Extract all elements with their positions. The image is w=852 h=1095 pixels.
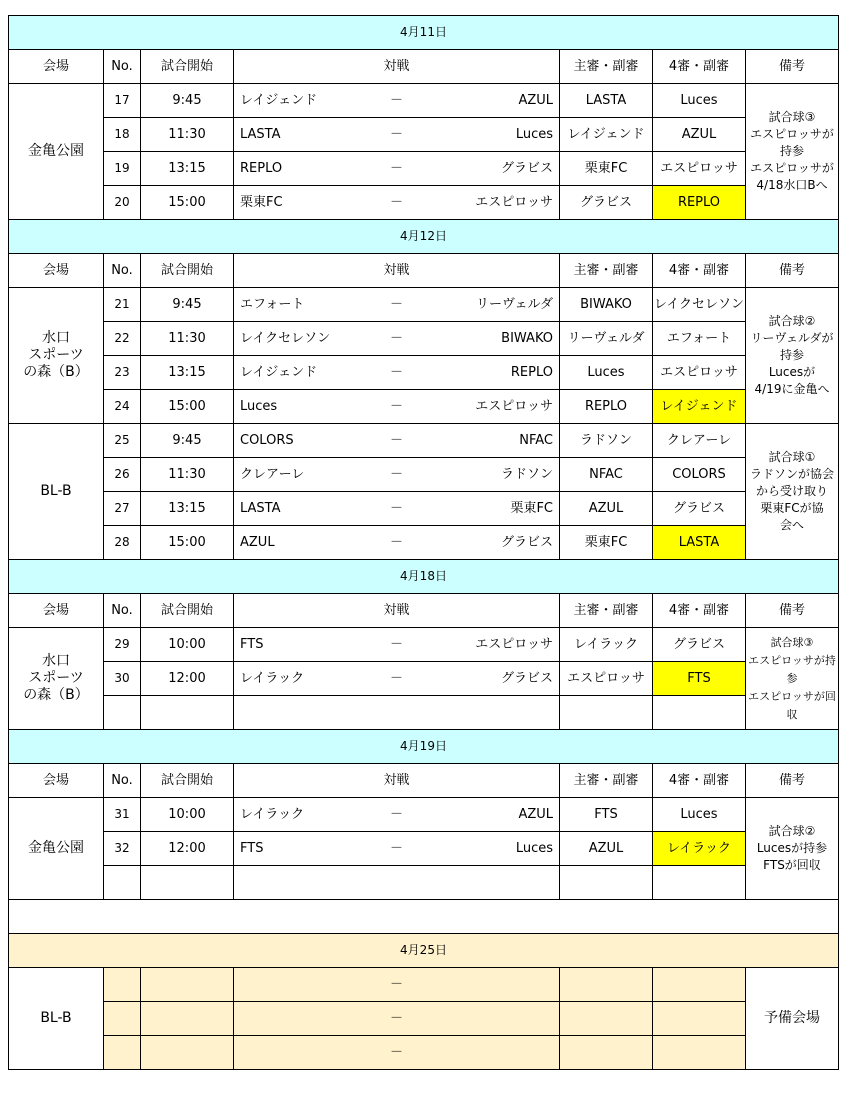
match-cell bbox=[234, 390, 560, 424]
header-no: No. bbox=[104, 50, 141, 84]
referee-cell: REPLO bbox=[560, 390, 653, 424]
empty-cell bbox=[560, 866, 653, 900]
home-team: 栗東FC bbox=[240, 194, 283, 210]
table-row bbox=[9, 458, 839, 492]
referee-cell: BIWAKO bbox=[560, 288, 653, 322]
venue-cell: 金亀公園 bbox=[9, 798, 104, 900]
away-team: NFAC bbox=[519, 432, 553, 448]
remarks-cell: 試合球② リーヴェルダが 持参 Lucesが 4/19に金亀へ bbox=[746, 288, 839, 424]
table-row-empty bbox=[9, 866, 839, 900]
match-cell bbox=[234, 1036, 560, 1070]
vs-dash: － bbox=[389, 160, 403, 176]
empty-cell bbox=[141, 866, 234, 900]
vs-dash: － bbox=[389, 466, 403, 482]
match-no: 30 bbox=[104, 662, 141, 696]
table-row bbox=[9, 832, 839, 866]
vs-dash: － bbox=[389, 296, 403, 312]
away-team: グラビス bbox=[500, 160, 553, 176]
away-team: グラビス bbox=[500, 534, 553, 550]
empty-cell bbox=[104, 968, 141, 1002]
empty-cell bbox=[141, 1036, 234, 1070]
date-header: 4月11日 bbox=[9, 16, 839, 50]
table-row bbox=[9, 1002, 839, 1036]
start-time: 9:45 bbox=[141, 288, 234, 322]
away-team: AZUL bbox=[518, 92, 553, 108]
empty-cell bbox=[234, 866, 560, 900]
date-header: 4月25日 bbox=[9, 934, 839, 968]
venue-cell: 金亀公園 bbox=[9, 84, 104, 220]
match-cell bbox=[234, 84, 560, 118]
empty-cell bbox=[560, 1036, 653, 1070]
header-remarks: 備考 bbox=[746, 50, 839, 84]
spacer-cell bbox=[9, 900, 839, 934]
vs-dash: － bbox=[389, 330, 403, 346]
match-cell bbox=[234, 356, 560, 390]
venue-cell: 水口 スポーツ の森（B） bbox=[9, 628, 104, 730]
match-no: 21 bbox=[104, 288, 141, 322]
fourth-official-cell-highlighted: レイラック bbox=[653, 832, 746, 866]
match-cell bbox=[234, 662, 560, 696]
empty-cell bbox=[653, 696, 746, 730]
empty-cell bbox=[560, 1002, 653, 1036]
referee-cell: AZUL bbox=[560, 492, 653, 526]
match-no: 24 bbox=[104, 390, 141, 424]
table-row bbox=[9, 798, 839, 832]
vs-dash: － bbox=[389, 840, 403, 856]
empty-cell bbox=[653, 1002, 746, 1036]
header-start: 試合開始 bbox=[141, 254, 234, 288]
vs-dash: － bbox=[389, 670, 403, 686]
fourth-official-cell: Luces bbox=[653, 798, 746, 832]
match-cell bbox=[234, 492, 560, 526]
start-time: 11:30 bbox=[141, 458, 234, 492]
empty-cell bbox=[104, 866, 141, 900]
match-cell bbox=[234, 186, 560, 220]
table-row bbox=[9, 390, 839, 424]
table-row bbox=[9, 424, 839, 458]
match-cell bbox=[234, 118, 560, 152]
fourth-official-cell-highlighted: レイジェンド bbox=[653, 390, 746, 424]
start-time: 10:00 bbox=[141, 798, 234, 832]
header-match: 対戦 bbox=[234, 50, 560, 84]
start-time: 11:30 bbox=[141, 118, 234, 152]
header-venue: 会場 bbox=[9, 254, 104, 288]
referee-cell: レイジェンド bbox=[560, 118, 653, 152]
referee-cell: NFAC bbox=[560, 458, 653, 492]
column-header-row bbox=[9, 764, 839, 798]
home-team: レイラック bbox=[240, 806, 305, 822]
start-time: 9:45 bbox=[141, 424, 234, 458]
match-no: 29 bbox=[104, 628, 141, 662]
match-cell bbox=[234, 628, 560, 662]
match-cell bbox=[234, 968, 560, 1002]
match-no: 27 bbox=[104, 492, 141, 526]
vs-dash: － bbox=[389, 534, 403, 550]
away-team: グラビス bbox=[500, 670, 553, 686]
referee-cell: リーヴェルダ bbox=[560, 322, 653, 356]
fourth-official-cell: エフォート bbox=[653, 322, 746, 356]
away-team: Luces bbox=[515, 126, 553, 142]
start-time: 13:15 bbox=[141, 492, 234, 526]
empty-cell bbox=[141, 696, 234, 730]
empty-cell bbox=[141, 968, 234, 1002]
header-start: 試合開始 bbox=[141, 764, 234, 798]
date-header: 4月19日 bbox=[9, 730, 839, 764]
vs-dash: － bbox=[389, 398, 403, 414]
match-no: 20 bbox=[104, 186, 141, 220]
start-time: 12:00 bbox=[141, 662, 234, 696]
empty-cell bbox=[653, 866, 746, 900]
match-no: 22 bbox=[104, 322, 141, 356]
start-time: 15:00 bbox=[141, 186, 234, 220]
home-team: AZUL bbox=[240, 534, 275, 550]
fourth-official-cell: エスピロッサ bbox=[653, 152, 746, 186]
header-remarks: 備考 bbox=[746, 764, 839, 798]
match-cell bbox=[234, 526, 560, 560]
table-row bbox=[9, 84, 839, 118]
vs-dash: － bbox=[389, 194, 403, 210]
referee-cell: グラビス bbox=[560, 186, 653, 220]
empty-cell bbox=[653, 968, 746, 1002]
header-match: 対戦 bbox=[234, 764, 560, 798]
header-remarks: 備考 bbox=[746, 254, 839, 288]
start-time: 15:00 bbox=[141, 390, 234, 424]
fourth-official-cell: グラビス bbox=[653, 492, 746, 526]
empty-cell bbox=[104, 696, 141, 730]
empty-cell bbox=[560, 696, 653, 730]
remarks-cell: 試合球② Lucesが持参 FTSが回収 bbox=[746, 798, 839, 900]
referee-cell: Luces bbox=[560, 356, 653, 390]
table-row bbox=[9, 628, 839, 662]
header-fourth-official: 4審・副審 bbox=[653, 50, 746, 84]
vs-dash: － bbox=[389, 364, 403, 380]
empty-cell bbox=[653, 1036, 746, 1070]
header-venue: 会場 bbox=[9, 50, 104, 84]
away-team: 栗東FC bbox=[510, 500, 553, 516]
match-no: 25 bbox=[104, 424, 141, 458]
referee-cell: レイラック bbox=[560, 628, 653, 662]
start-time: 13:15 bbox=[141, 152, 234, 186]
column-header-row bbox=[9, 594, 839, 628]
match-no: 32 bbox=[104, 832, 141, 866]
empty-cell bbox=[234, 696, 560, 730]
header-match: 対戦 bbox=[234, 254, 560, 288]
away-team: BIWAKO bbox=[501, 330, 553, 346]
table-row-empty bbox=[9, 696, 839, 730]
venue-cell: BL-B bbox=[9, 424, 104, 560]
home-team: LASTA bbox=[240, 500, 281, 516]
referee-cell: LASTA bbox=[560, 84, 653, 118]
home-team: レイラック bbox=[240, 670, 305, 686]
match-cell bbox=[234, 424, 560, 458]
header-referee: 主審・副審 bbox=[560, 764, 653, 798]
vs-dash: － bbox=[389, 500, 403, 516]
table-row bbox=[9, 492, 839, 526]
header-fourth-official: 4審・副審 bbox=[653, 594, 746, 628]
fourth-official-cell: AZUL bbox=[653, 118, 746, 152]
fourth-official-cell: Luces bbox=[653, 84, 746, 118]
home-team: LASTA bbox=[240, 126, 281, 142]
match-no: 23 bbox=[104, 356, 141, 390]
venue-cell: BL-B bbox=[9, 968, 104, 1070]
vs-dash: － bbox=[389, 92, 403, 108]
table-row bbox=[9, 526, 839, 560]
referee-cell: ラドソン bbox=[560, 424, 653, 458]
away-team: AZUL bbox=[518, 806, 553, 822]
header-remarks: 備考 bbox=[746, 594, 839, 628]
schedule-table bbox=[8, 15, 839, 1070]
referee-cell: FTS bbox=[560, 798, 653, 832]
header-no: No. bbox=[104, 594, 141, 628]
fourth-official-cell: クレアーレ bbox=[653, 424, 746, 458]
empty-cell bbox=[104, 1036, 141, 1070]
start-time: 12:00 bbox=[141, 832, 234, 866]
home-team: REPLO bbox=[240, 160, 283, 176]
match-no: 18 bbox=[104, 118, 141, 152]
match-no: 31 bbox=[104, 798, 141, 832]
remarks-cell: 試合球③ エスピロッサが持 参 エスピロッサが回 収 bbox=[746, 628, 839, 730]
away-team: エスピロッサ bbox=[475, 636, 553, 652]
fourth-official-cell: COLORS bbox=[653, 458, 746, 492]
home-team: レイジェンド bbox=[240, 364, 318, 380]
remarks-cell: 試合球③ エスピロッサが 持参 エスピロッサが 4/18水口Bへ bbox=[746, 84, 839, 220]
home-team: エフォート bbox=[240, 296, 305, 312]
fourth-official-cell-highlighted: LASTA bbox=[653, 526, 746, 560]
venue-cell: 水口 スポーツ の森（B） bbox=[9, 288, 104, 424]
start-time: 9:45 bbox=[141, 84, 234, 118]
table-row bbox=[9, 152, 839, 186]
fourth-official-cell: グラビス bbox=[653, 628, 746, 662]
header-referee: 主審・副審 bbox=[560, 50, 653, 84]
fourth-official-cell-highlighted: REPLO bbox=[653, 186, 746, 220]
match-no: 28 bbox=[104, 526, 141, 560]
home-team: レイジェンド bbox=[240, 92, 318, 108]
away-team: ラドソン bbox=[500, 466, 553, 482]
vs-dash: － bbox=[389, 1010, 403, 1026]
away-team: リーヴェルダ bbox=[476, 296, 553, 312]
header-no: No. bbox=[104, 764, 141, 798]
header-match: 対戦 bbox=[234, 594, 560, 628]
spacer-row bbox=[9, 900, 839, 934]
home-team: Luces bbox=[240, 398, 278, 414]
empty-cell bbox=[104, 1002, 141, 1036]
home-team: レイクセレソン bbox=[240, 330, 331, 346]
away-team: エスピロッサ bbox=[475, 194, 553, 210]
vs-dash: － bbox=[389, 806, 403, 822]
header-fourth-official: 4審・副審 bbox=[653, 764, 746, 798]
vs-dash: － bbox=[389, 976, 403, 992]
referee-cell: 栗東FC bbox=[560, 526, 653, 560]
fourth-official-cell: レイクセレソン bbox=[653, 288, 746, 322]
fourth-official-cell: エスピロッサ bbox=[653, 356, 746, 390]
table-row bbox=[9, 1036, 839, 1070]
table-row bbox=[9, 186, 839, 220]
header-venue: 会場 bbox=[9, 764, 104, 798]
vs-dash: － bbox=[389, 432, 403, 448]
vs-dash: － bbox=[389, 636, 403, 652]
header-fourth-official: 4審・副審 bbox=[653, 254, 746, 288]
referee-cell: AZUL bbox=[560, 832, 653, 866]
table-row bbox=[9, 356, 839, 390]
fourth-official-cell-highlighted: FTS bbox=[653, 662, 746, 696]
date-header: 4月12日 bbox=[9, 220, 839, 254]
table-row bbox=[9, 322, 839, 356]
match-no: 19 bbox=[104, 152, 141, 186]
header-no: No. bbox=[104, 254, 141, 288]
remarks-cell: 予備会場 bbox=[746, 968, 839, 1070]
match-cell bbox=[234, 288, 560, 322]
match-cell bbox=[234, 1002, 560, 1036]
home-team: COLORS bbox=[240, 432, 294, 448]
empty-cell bbox=[141, 1002, 234, 1036]
match-cell bbox=[234, 832, 560, 866]
remarks-cell: 試合球① ラドソンが協会 から受け取り 栗東FCが協 会へ bbox=[746, 424, 839, 560]
vs-dash: － bbox=[389, 126, 403, 142]
home-team: FTS bbox=[240, 840, 264, 856]
date-header: 4月18日 bbox=[9, 560, 839, 594]
away-team: Luces bbox=[515, 840, 553, 856]
match-cell bbox=[234, 322, 560, 356]
header-start: 試合開始 bbox=[141, 594, 234, 628]
header-venue: 会場 bbox=[9, 594, 104, 628]
match-cell bbox=[234, 798, 560, 832]
header-referee: 主審・副審 bbox=[560, 594, 653, 628]
table-row bbox=[9, 968, 839, 1002]
away-team: REPLO bbox=[510, 364, 553, 380]
header-referee: 主審・副審 bbox=[560, 254, 653, 288]
referee-cell: エスピロッサ bbox=[560, 662, 653, 696]
match-no: 26 bbox=[104, 458, 141, 492]
column-header-row bbox=[9, 254, 839, 288]
referee-cell: 栗東FC bbox=[560, 152, 653, 186]
home-team: FTS bbox=[240, 636, 264, 652]
header-start: 試合開始 bbox=[141, 50, 234, 84]
vs-dash: － bbox=[389, 1044, 403, 1060]
start-time: 13:15 bbox=[141, 356, 234, 390]
start-time: 10:00 bbox=[141, 628, 234, 662]
match-cell bbox=[234, 152, 560, 186]
empty-cell bbox=[560, 968, 653, 1002]
column-header-row bbox=[9, 50, 839, 84]
match-no: 17 bbox=[104, 84, 141, 118]
away-team: エスピロッサ bbox=[475, 398, 553, 414]
table-row bbox=[9, 288, 839, 322]
home-team: クレアーレ bbox=[240, 466, 305, 482]
start-time: 11:30 bbox=[141, 322, 234, 356]
start-time: 15:00 bbox=[141, 526, 234, 560]
table-row bbox=[9, 118, 839, 152]
table-row bbox=[9, 662, 839, 696]
match-cell bbox=[234, 458, 560, 492]
